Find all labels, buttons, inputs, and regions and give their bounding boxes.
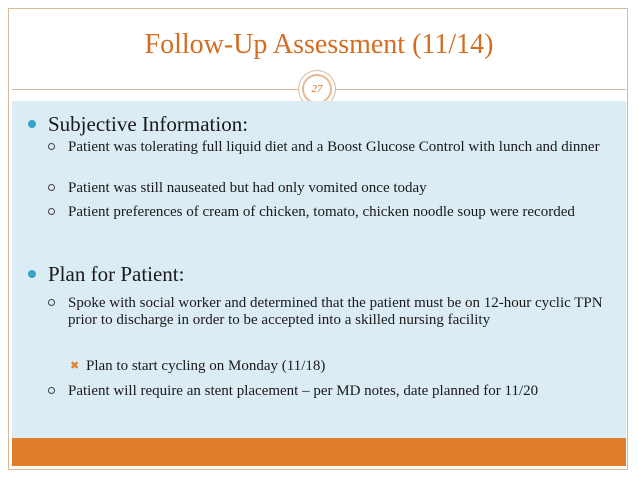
list-item-text: Patient will require an stent placement – per MD notes, date planned for 11/20 bbox=[68, 383, 539, 399]
content-area bbox=[12, 101, 626, 438]
list-item-text: Patient preferences of cream of chicken, tomato, chicken noodle soup were recorded bbox=[68, 204, 575, 220]
list-item bbox=[48, 180, 618, 197]
page-number: 27 bbox=[311, 83, 323, 95]
sub-list-item bbox=[70, 358, 610, 375]
hollow-bullet-icon bbox=[48, 208, 55, 215]
slide-title: Follow-Up Assessment (11/14) bbox=[144, 29, 494, 60]
list-item bbox=[48, 204, 618, 221]
list-item-text: Spoke with social worker and determined that the patient must be on 12-hour cyclic TPN prior to discharge in order to be accepted into a skilled nursing facility bbox=[68, 295, 603, 328]
list-item-text: Patient was tolerating full liquid diet and a Boost Glucose Control with lunch and dinner bbox=[68, 139, 600, 155]
section-heading-label: Plan for Patient: bbox=[48, 262, 185, 286]
bullet-dot-icon bbox=[28, 270, 36, 278]
list-item-text: Patient was still nauseated but had only vomited once today bbox=[68, 180, 427, 196]
hollow-bullet-icon bbox=[48, 387, 55, 394]
footer-accent-band bbox=[12, 438, 626, 466]
hollow-bullet-icon bbox=[48, 299, 55, 306]
list-item bbox=[48, 295, 618, 329]
list-item bbox=[48, 139, 618, 156]
section-heading-label: Subjective Information: bbox=[48, 112, 249, 136]
hollow-bullet-icon bbox=[48, 143, 55, 150]
list-item bbox=[48, 383, 618, 400]
bullet-dot-icon bbox=[28, 120, 36, 128]
sub-list-item-text: Plan to start cycling on Monday (11/18) bbox=[86, 358, 326, 374]
page-number-badge bbox=[302, 74, 332, 104]
x-bullet-icon: ✖ bbox=[70, 360, 80, 372]
hollow-bullet-icon bbox=[48, 184, 55, 191]
